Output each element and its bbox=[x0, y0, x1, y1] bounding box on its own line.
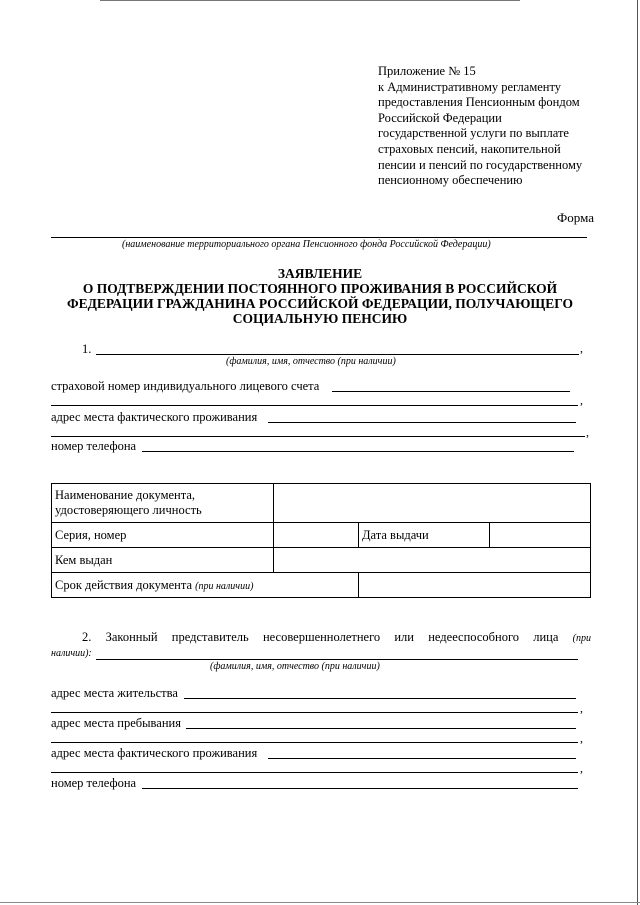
phone-label: номер телефона bbox=[51, 439, 137, 453]
comma: , bbox=[580, 341, 583, 355]
appendix-line: страховых пенсий, накопительной bbox=[378, 141, 561, 156]
title-line: СОЦИАЛЬНУЮ ПЕНСИЮ bbox=[232, 311, 408, 326]
blank-line[interactable] bbox=[51, 772, 578, 773]
appendix-line: предоставления Пенсионным фондом bbox=[378, 95, 580, 110]
scan-edge-bottom bbox=[0, 902, 640, 903]
document-title bbox=[40, 266, 600, 326]
organ-name-caption: (наименование территориального органа Пенсионного фонда Российской Федерации) bbox=[122, 239, 491, 250]
doc-name-label: Наименование документа, удостоверяющего личность bbox=[52, 484, 274, 523]
actual-address-label: адрес места фактического проживания bbox=[51, 410, 258, 424]
representative-fio-caption: (фамилия, имя, отчество (при наличии) bbox=[210, 661, 380, 672]
stay-label: адрес места пребывания bbox=[51, 716, 181, 730]
validity-label bbox=[52, 573, 359, 598]
doc-name-field[interactable] bbox=[274, 484, 591, 523]
stay-field[interactable] bbox=[186, 728, 576, 729]
title-line: ФЕДЕРАЦИИ ГРАЖДАНИНА РОССИЙСКОЙ ФЕДЕРАЦИИ, ПОЛУЧАЮЩЕГО bbox=[67, 296, 573, 311]
appendix-line: Российской Федерации bbox=[378, 110, 502, 125]
appendix-line: к Административному регламенту bbox=[378, 79, 562, 94]
identity-document-table bbox=[51, 483, 591, 598]
blank-line[interactable] bbox=[51, 405, 578, 406]
applicant-fio-field[interactable] bbox=[96, 354, 579, 355]
validity-field[interactable] bbox=[359, 573, 591, 598]
applicant-fio-caption: (фамилия, имя, отчество (при наличии) bbox=[226, 356, 396, 367]
section2-text: Законный представитель несовершеннолетнего или недееспособного лица bbox=[105, 630, 559, 644]
comma: , bbox=[580, 731, 583, 745]
validity-note: (при наличии) bbox=[195, 580, 254, 592]
table-row bbox=[52, 573, 591, 598]
table-row bbox=[52, 548, 591, 573]
section2-heading bbox=[51, 630, 591, 645]
appendix-line: пенсии и пенсий по государственному bbox=[378, 157, 583, 172]
actual-residence-label: адрес места фактического проживания bbox=[51, 746, 258, 760]
representative-phone-field[interactable] bbox=[142, 788, 578, 789]
comma: , bbox=[580, 701, 583, 715]
comma: , bbox=[580, 393, 583, 407]
issued-by-label: Кем выдан bbox=[52, 548, 274, 573]
actual-residence-field[interactable] bbox=[268, 758, 576, 759]
snils-field[interactable] bbox=[332, 391, 570, 392]
scan-edge-top bbox=[100, 0, 520, 1]
residence-field[interactable] bbox=[184, 698, 576, 699]
validity-label-text: Срок действия документа bbox=[55, 577, 193, 592]
actual-address-field[interactable] bbox=[268, 422, 576, 423]
section1-number: 1. bbox=[82, 342, 92, 356]
organ-name-field[interactable] bbox=[51, 237, 587, 238]
representative-phone-label: номер телефона bbox=[51, 776, 137, 790]
blank-line[interactable] bbox=[51, 436, 585, 437]
blank-line[interactable] bbox=[51, 742, 578, 743]
issue-date-field[interactable] bbox=[490, 523, 591, 548]
series-label: Серия, номер bbox=[52, 523, 274, 548]
title-line: О ПОДТВЕРЖДЕНИИ ПОСТОЯННОГО ПРОЖИВАНИЯ В РОССИЙСКОЙ bbox=[82, 281, 558, 296]
appendix-line: Приложение № 15 bbox=[378, 64, 476, 78]
comma: , bbox=[580, 761, 583, 775]
issue-date-label: Дата выдачи bbox=[359, 523, 490, 548]
section2-note-start: (при bbox=[572, 633, 591, 644]
issued-by-field[interactable] bbox=[274, 548, 591, 573]
appendix-header bbox=[378, 64, 618, 189]
section2-number: 2. bbox=[82, 630, 92, 644]
phone-field[interactable] bbox=[142, 451, 574, 452]
scan-edge-right bbox=[637, 0, 638, 905]
snils-label: страховой номер индивидуального лицевого счета bbox=[51, 379, 320, 393]
residence-label: адрес места жительства bbox=[51, 686, 178, 700]
form-label: Форма bbox=[557, 210, 594, 225]
title-line: ЗАЯВЛЕНИЕ bbox=[277, 266, 363, 281]
representative-fio-field[interactable] bbox=[96, 659, 578, 660]
appendix-line: государственной услуги по выплате bbox=[378, 126, 569, 141]
section2-note-end: наличии): bbox=[51, 648, 92, 659]
table-row bbox=[52, 484, 591, 523]
appendix-line: пенсионному обеспечению bbox=[378, 173, 523, 188]
comma: , bbox=[586, 425, 589, 439]
table-row bbox=[52, 523, 591, 548]
blank-line[interactable] bbox=[51, 712, 578, 713]
series-field[interactable] bbox=[274, 523, 359, 548]
